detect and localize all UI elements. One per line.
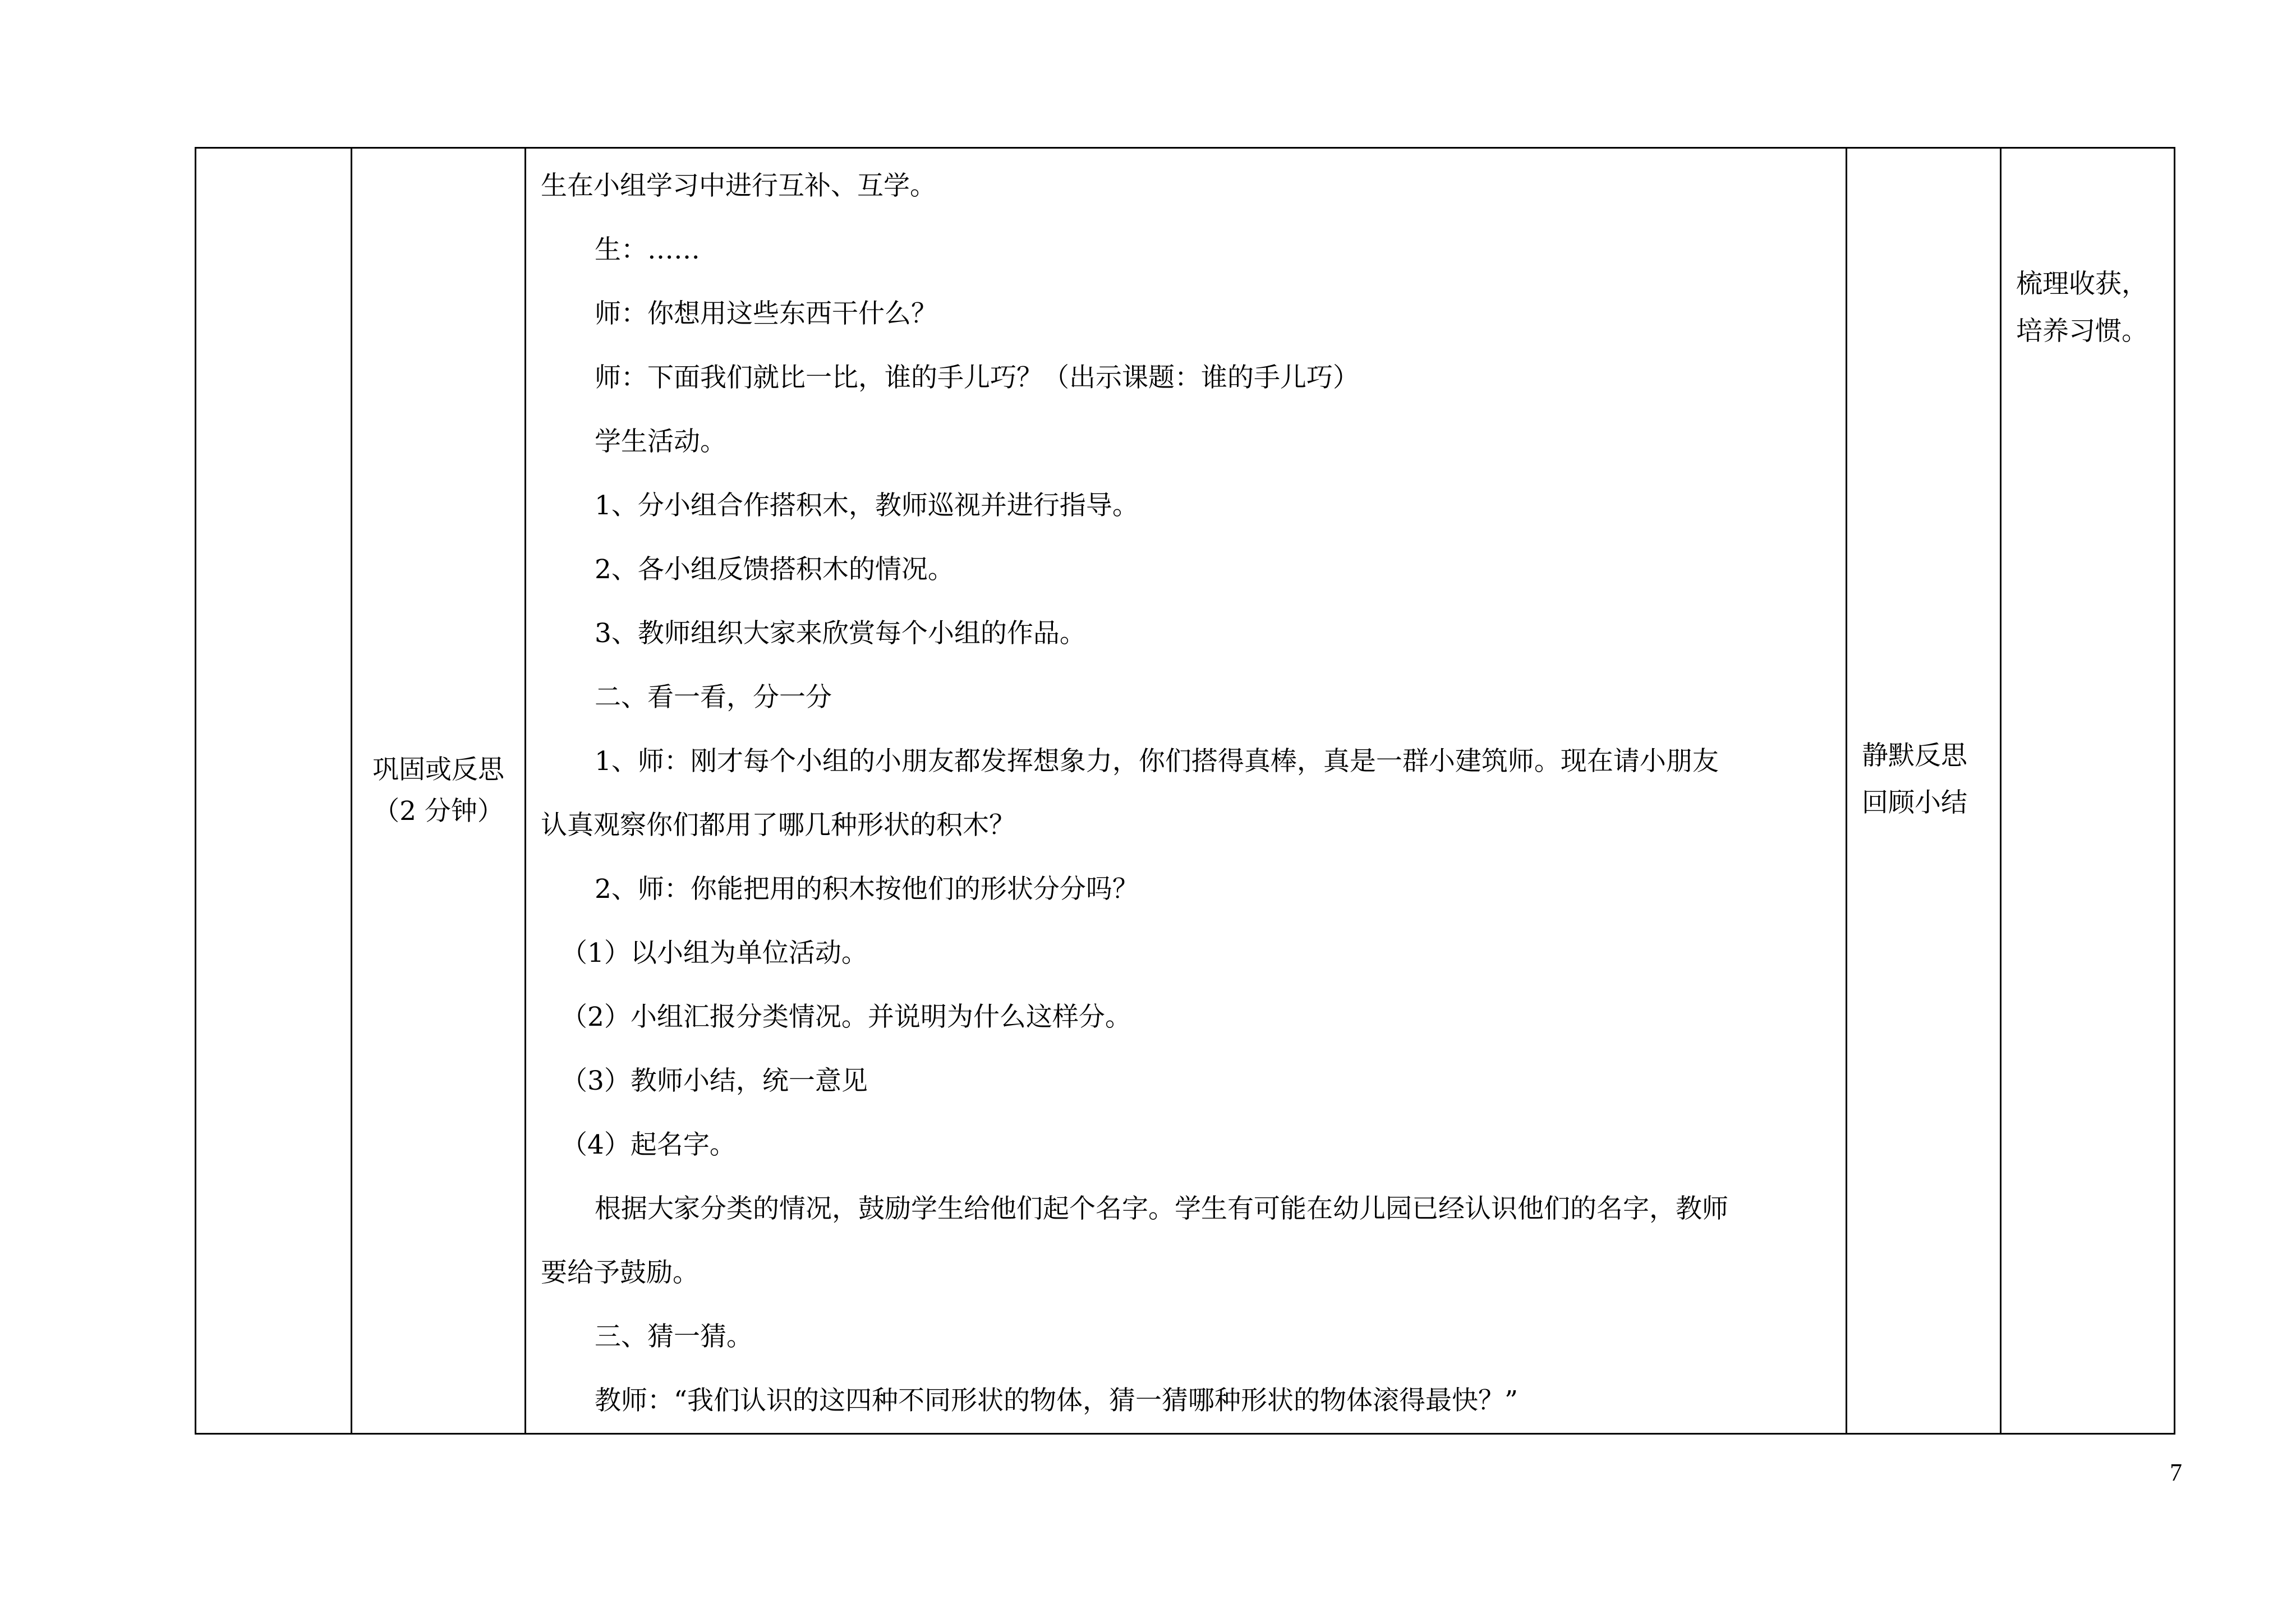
intent-line: 培养习惯。	[2016, 316, 2148, 347]
content-line: 1、分小组合作搭积木，教师巡视并进行指导。	[595, 490, 1139, 521]
content-line: 3、教师组织大家来欣赏每个小组的作品。	[595, 618, 1086, 649]
content-line: 师：你想用这些东西干什么？	[595, 298, 937, 329]
content-cell	[526, 148, 1847, 1434]
content-line: 生在小组学习中进行互补、互学。	[541, 170, 936, 201]
content-line: 师：下面我们就比一比，谁的手儿巧？（出示课题：谁的手儿巧）	[595, 362, 1359, 393]
content-line: 认真观察你们都用了哪几种形状的积木？	[541, 810, 1015, 841]
content-line: （2）小组汇报分类情况。并说明为什么这样分。	[561, 1002, 1131, 1032]
section-cell	[352, 148, 526, 1434]
intent-cell	[2001, 148, 2175, 1434]
content-line: 生：……	[595, 234, 700, 265]
method-line: 回顾小结	[1862, 787, 1967, 818]
page-number: 7	[2170, 1459, 2182, 1486]
section-title: 巩固或反思	[372, 754, 504, 785]
content-line: （4）起名字。	[561, 1129, 736, 1160]
empty-cell	[196, 148, 352, 1434]
content-line: 1、师：刚才每个小组的小朋友都发挥想象力，你们搭得真棒，真是一群小建筑师。现在请小朋友	[595, 746, 1719, 777]
intent-line: 梳理收获，	[2016, 269, 2148, 299]
section-duration: （2 分钟）	[373, 796, 504, 827]
content-line: 要给予鼓励。	[541, 1257, 699, 1288]
content-line: 根据大家分类的情况，鼓励学生给他们起个名字。学生有可能在幼儿园已经认识他们的名字，教师	[595, 1193, 1728, 1224]
method-line: 静默反思	[1862, 740, 1967, 771]
method-cell	[1847, 148, 2001, 1434]
content-line: 2、各小组反馈搭积木的情况。	[595, 554, 954, 585]
content-line: （1）以小组为单位活动。	[561, 938, 868, 969]
content-line: （3）教师小结，统一意见	[561, 1066, 868, 1096]
content-line: 2、师：你能把用的积木按他们的形状分分吗？	[595, 874, 1139, 905]
content-line: 教师：“我们认识的这四种不同形状的物体，猜一猜哪种形状的物体滚得最快？”	[595, 1385, 1519, 1416]
lesson-plan-table	[195, 147, 2175, 1435]
content-line: 三、猜一猜。	[595, 1321, 753, 1352]
content-line: 二、看一看，分一分	[595, 682, 832, 713]
content-lines	[526, 149, 1846, 1433]
content-line: 学生活动。	[595, 426, 726, 457]
table-row	[196, 148, 2175, 1434]
